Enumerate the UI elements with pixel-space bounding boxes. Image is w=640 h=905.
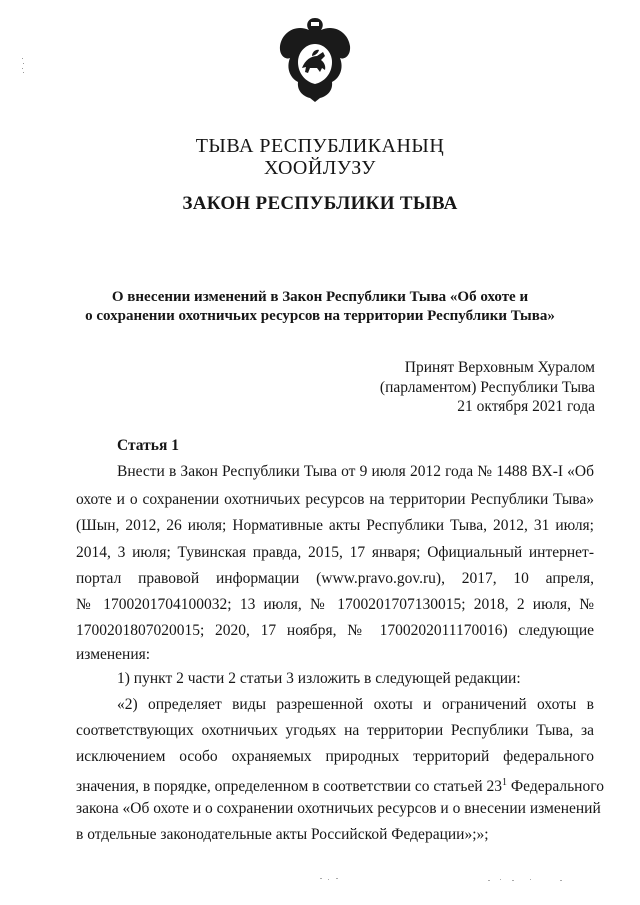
law-subject-line1: О внесении изменений в Закон Республики Тыва «Об охоте и [111,289,529,305]
adoption-line2: (парламентом) Республики Тыва [379,379,595,396]
scan-noise [0,870,640,890]
coat-of-arms-emblem [278,16,352,102]
republic-name-line2: ХООЙЛУЗУ [264,157,376,179]
article-text-fragment: значения, в порядке, определенном в соответствии со статьей 23 [76,778,503,796]
law-subject-line2: о сохранении охотничьих ресурсов на территории Республики Тыва» [85,308,555,324]
article-text-line: (Шын, 2012, 26 июля; Нормативные акты Республики Тыва, 2012, 31 июля; [76,517,594,534]
article-text-line: в отдельные законодательные акты Российской Федерации»;»; [76,826,489,843]
article-text-line: изменения: [76,646,151,663]
article-text-line: 1700201807020015; 2020, 17 ноября, № 1700202011170016) следующие [76,622,594,639]
article-text-line: Внести в Закон Республики Тыва от 9 июля 2012 года № 1488 ВХ-I «Об [117,463,594,480]
article-text-line [76,773,604,797]
article-text-line: закона «Об охоте и о сохранении охотничьих ресурсов и о внесении изменений [76,800,601,817]
article-text-line: исключением особо охраняемых природных территорий федерального [76,748,594,765]
article-heading: Статья 1 [117,437,179,454]
article-text-line: № 1700201704100032; 13 июля, № 1700201707130015; 2018, 2 июля, № [76,596,594,613]
article-text-fragment: Федерального [510,778,604,796]
article-text-line: соответствующих охотничьих угодьях на территории Республики Тыва, за [76,722,594,739]
article-text-line: 1) пункт 2 части 2 статьи 3 изложить в следующей редакции: [117,670,521,687]
article-text-line: охоте и о сохранении охотничьих ресурсов на территории Республики Тыва» [76,491,594,508]
article-text-line: 2014, 3 июля; Тувинская правда, 2015, 17 января; Официальный интернет- [76,544,594,561]
republic-name-line1: ТЫВА РЕСПУБЛИКАНЫҢ [195,135,445,157]
adoption-line1: Принят Верховным Хуралом [404,359,595,376]
scan-speck [22,58,24,74]
superscript-one: 1 [502,777,508,788]
law-title: ЗАКОН РЕСПУБЛИКИ ТЫВА [182,193,458,214]
adoption-date: 21 октября 2021 года [457,398,595,415]
article-text-line: «2) определяет виды разрешенной охоты и ограничений охоты в [117,696,594,713]
article-text-line: портал правовой информации (www.pravo.gov.ru), 2017, 10 апреля, [76,570,594,587]
